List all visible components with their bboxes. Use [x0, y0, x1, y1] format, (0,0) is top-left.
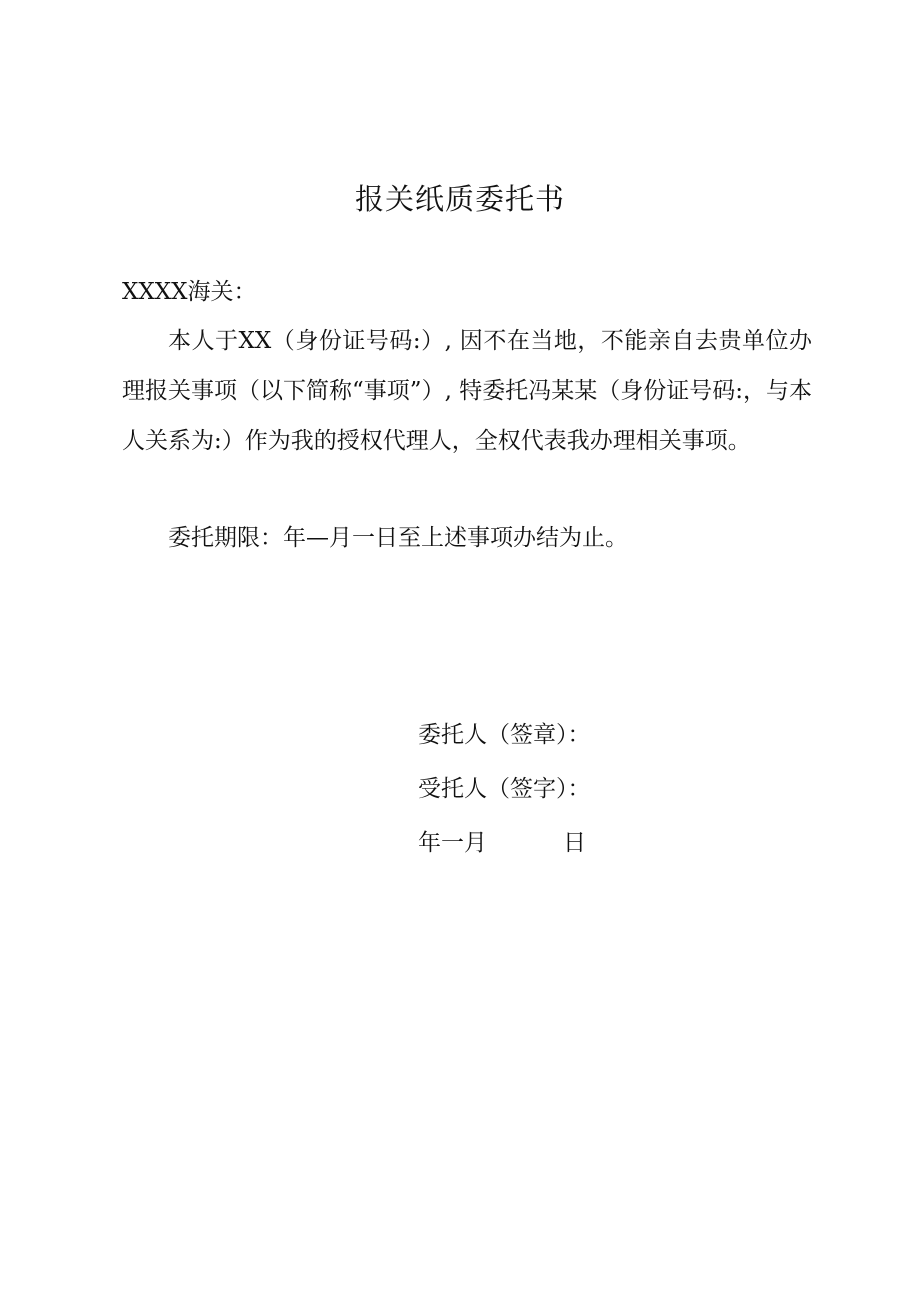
agent-signature-line: 受托人（签字）：	[418, 776, 591, 802]
date-line	[418, 818, 718, 872]
document-title: 报关纸质委托书	[354, 182, 565, 216]
principal-signature-line: 委托人（签章）：	[418, 722, 591, 748]
date-prefix: 年一月	[418, 830, 487, 856]
body-paragraph-authorization: 本人于XX（身份证号码:）, 因不在当地，不能亲自去贵单位办理报关事项（以下简称“事项”）, 特委托冯某某（身份证号码:，与本人关系为:）作为我的授权代理人，全权代表我办理相关事项。	[122, 328, 812, 454]
salutation: XXXX海关：	[122, 279, 257, 305]
body-paragraph-term: 委托期限：年—月一日至上述事项办结为止。	[168, 525, 628, 551]
date-suffix: 日	[563, 830, 586, 856]
signature-block	[418, 710, 718, 872]
